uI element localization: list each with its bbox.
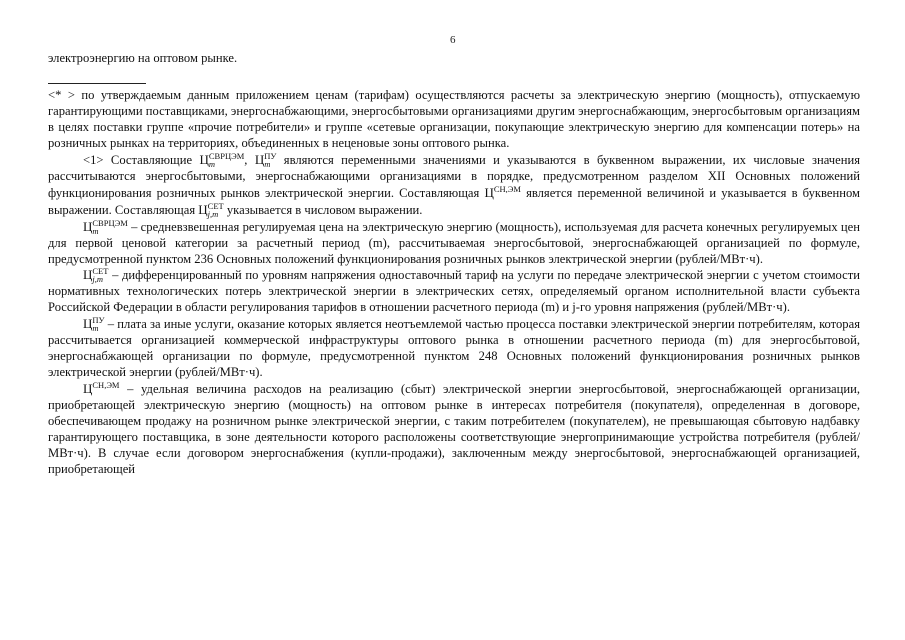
definition-svrcem: Ц СВРЦЭМ m – средневзвешенная регулируемая цена на электрическую энергию (мощность), используемая для расчета конечных регулируемых цен для первой ценовой категории за расчетный период (m), рассчитываемая энергосбытовой, энергоснабжающей организацией по формуле, предусмотренной пунктом 236 Основных положений функционирования розничных рынков электрической энергии (рублей/МВт·ч). <box>48 217 860 266</box>
footnote-star: <* > по утверждаемым данным приложением ценам (тарифам) осуществляются расчеты за электрическую энергию (мощность), отпускаемую гарантирующими поставщиками, энергоснабжающими, энергосбытовыми организациями другим энергоснабжающим, энергосбытовым организациям в целях поставки группе «прочие потребители» и группе «сетевые организации, покупающие электрическую энергию для компенсации потерь» на розничных рынках на территориях, объединенных в неценовые зоны оптового рынка. <box>48 88 860 150</box>
symbol-c-set: Ц СЕТ j,m <box>198 200 224 219</box>
footnote-1-lead: <1> Составляющие <box>83 152 200 167</box>
footnote-1: <1> Составляющие Ц СВРЦЭМ m , Ц ПУ m являются переменными значениями и указываются в буквенном выражении, их числовые значения рассчитываются энергосбытовыми, энергоснабжающими организациями в порядке, предусмотренном разделом XII Основных положений функционирования розничных рынков электрической энергии. Составляющая $Ц^{СН,ЭМ}$ является переменной величиной и указывается в буквенном выражении. Составляющая Ц СЕТ j,m указывается в числовом выражении. <box>48 150 861 219</box>
symbol-c-pu: Ц ПУ m <box>254 150 277 169</box>
page-number: 6 <box>450 34 456 46</box>
footnote-separator <box>48 83 146 84</box>
symbol-c-snem: $Ц^{СН,ЭМ}$ <box>484 183 521 200</box>
symbol-c-set: Ц СЕТ j,m <box>83 266 109 285</box>
symbol-c-svrcem: Ц СВРЦЭМ m <box>83 217 128 236</box>
footnotes-block <box>48 88 860 478</box>
symbol-c-snem: $Ц^{СН,ЭМ}$ <box>83 380 120 397</box>
symbol-c-pu: Ц ПУ m <box>83 315 105 334</box>
definition-set: Ц СЕТ j,m – дифференцированный по уровням напряжения одноставочный тариф на услуги по передаче электрической энергии с учетом стоимости нормативных технологических потерь электрической энергии в электрических сетях, определяемый органом исполнительной власти субъекта Российской Федерации в области регулирования тарифов в отношении расчетного периода (m) и j-го уровня напряжения (рублей/МВт·ч). <box>48 266 860 315</box>
definition-snem: $Ц^{СН,ЭМ}$ – удельная величина расходов на реализацию (сбыт) электрической энергии энергосбытовой, энергоснабжающей организации, приобретающей электрическую энергию (мощность) на оптовом рынке в интересах потребителя (покупателя), определенная в договоре, обеспечивающем продажу на розничном рынке электрической энергии, с таким потребителем (покупателем), не превышающая сбытовую надбавку гарантирующего поставщика, в зоне деятельности которого расположены соответствующие энергопринимающие устройства потребителя (рублей/МВт·ч). В случае если договором энергоснабжения (купли-продажи), заключенным между энергосбытовой, энергоснабжающей организацией, приобретающей <box>48 380 860 476</box>
carry-over-line: электроэнергию на оптовом рынке. <box>48 51 238 65</box>
symbol-c-svrcem: Ц СВРЦЭМ m <box>199 150 245 169</box>
definition-pu: Ц ПУ m – плата за иные услуги, оказание которых является неотъемлемой частью процесса поставки электрической энергии потребителям, которая рассчитывается организацией коммерческой инфраструктуры оптового рынка в отношении расчетного периода (m) для энергосбытовой, энергоснабжающей организации по формуле, предусмотренной пунктом 248 Основных положений функционирования розничных рынков электрической энергии (рублей/МВт·ч). <box>48 315 860 380</box>
